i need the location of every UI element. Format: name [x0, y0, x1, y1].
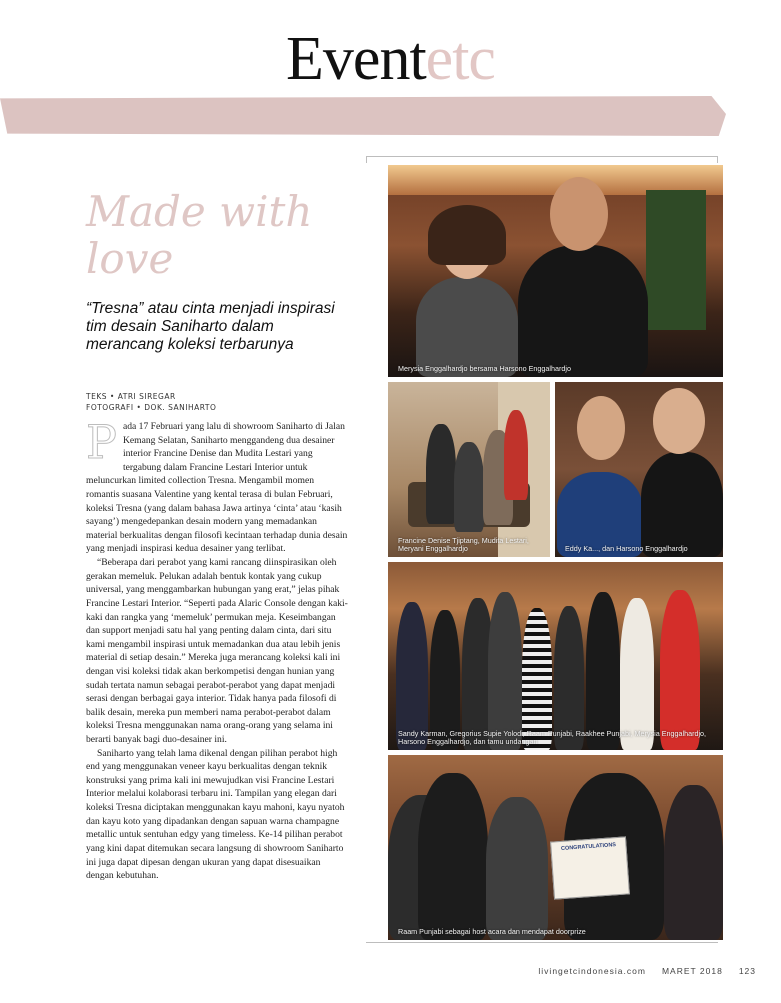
body-paragraph [86, 415, 348, 556]
text-credit: TEKS • ATRI SIREGAR [86, 392, 176, 401]
paragraph-text: ada 17 Februari yang lalu di showroom Saniharto di Jalan Kemang Selatan, Saniharto menggandeng dua desainer interior Francine Denise dan Mudita Lestari yang tergabung dalam Francine Lestari Interior untuk meluncurkan limited collection Tresna. Mengambil momen romantis suasana Valentine yang kental terasa di bulan Februari, koleksi Tresna (yang dalam bahasa Jawa artinya ‘cinta’ atau ‘kasih sayang’) mengedepankan desain modern yang memadankan material berkualitas dengan filosofi kecintaan terhadap dunia desain yang menjadi inspirasi kedua desainer yang terlibat. [86, 421, 348, 555]
magazine-masthead [0, 25, 781, 93]
decorative-band [0, 96, 726, 136]
guest-figure [586, 592, 620, 750]
photo-credit: FOTOGRAFI • DOK. SANIHARTO [86, 402, 217, 412]
photo-caption: Raam Punjabi sebagai host acara dan mendapat doorprize [398, 927, 586, 937]
body-paragraph: “Beberapa dari perabot yang kami rancang diinspirasikan oleh gerakan memeluk. Pelukan adalah bentuk kontak yang cukup universal, yang menggambarkan hubungan yang erat,” jelas pihak Francine Lestari Interior. “Seperti pada Alaric Console dengan kaki-kaki dan rangka yang ‘memeluk’ permukan meja. Keseimbangan dan support menjadi satu hal yang penting dalam cinta, dari situ kami mengambil inspirasi untuk memadankan dua atau lebih jenis material di setiap desain.” Mereka juga merancang koleksi kali ini dengan visi koleksi tidak akan berkompetisi dengan hunian yang sudah tertata namun sebagai perabot-perabot yang dapat menjadi serasi dengan berbagai gaya interior. Tidak hanya pada filosofi di balik desain, mereka pun memberi nama perabot-perabot dalam koleksi Tresna menggunakan nama orang-orang yang selama ini berarti banyak bagi duo-desainer ini. [86, 557, 348, 746]
page-footer [480, 966, 756, 976]
guest-figure [486, 797, 548, 940]
guest-figure [418, 773, 488, 940]
article-title [86, 188, 346, 282]
guest-figure [488, 592, 522, 750]
title-line: Made with [86, 187, 313, 236]
photo-doorprize [388, 755, 723, 940]
article-body [86, 415, 348, 883]
page-number: 123 [738, 966, 756, 976]
photo-caption: Merysia Enggalhardjo bersama Harsono Enggalhardjo [398, 364, 571, 374]
footer-site: livingetcindonesia.com [538, 966, 646, 976]
man-figure [518, 245, 648, 377]
masthead-event: Event [286, 25, 426, 93]
man-figure [641, 452, 723, 557]
guest-figure [426, 424, 456, 524]
guest-figure [664, 785, 723, 940]
photo-designers-sofa [388, 382, 550, 557]
woman-figure [416, 277, 518, 377]
drop-cap: P [86, 415, 117, 469]
body-paragraph: Saniharto yang telah lama dikenal dengan pilihan perabot high end yang menggunakan veneer kayu berkualitas dengan teknik konstruksi yang prima kali ini mewujudkan visi Francine Lestari Interior melalui kolaborasi terbaru ini. Tampilan yang elegan dari koleksi Tresna diciptakan menggunakan kayu mahoni, kayu nyatoh dan kayu koto yang dipadankan dengan sapuan warna champagne metallic untuk sentuhan edgy yang timeless. Ke-14 pilihan perabot yang kini dapat ditemukan secara langsung di showroom Saniharto ini juga dapat dipesan dengan ukuran yang dapat disesuaikan dengan kebutuhan. [86, 747, 345, 882]
woman-hair [428, 205, 506, 265]
guest-figure [396, 602, 428, 750]
frame-divider [366, 156, 718, 157]
photo-caption: Eddy Ka..., dan Harsono Enggalhardjo [565, 544, 688, 554]
title-line: love [86, 234, 174, 284]
article-deck: “Tresna” atau cinta menjadi inspirasi tim desain Saniharto dalam merancang koleksi terbarunya [86, 300, 335, 354]
man-head [550, 177, 608, 251]
photo-two-men [555, 382, 723, 557]
photo-group-toast [388, 562, 723, 750]
guest-figure [660, 590, 700, 750]
frame-corner [717, 156, 718, 163]
frame-divider [366, 942, 718, 943]
guest-figure [620, 598, 654, 750]
guest-figure [454, 442, 484, 532]
photo-caption: Sandy Karman, Gregorius Supie Yolodi, Raam Punjabi, Raakhee Punjabi, Merysia Enggalhardjo, Harsono Enggalhardjo, dan tamu undangan [398, 728, 707, 747]
guest-figure [504, 410, 528, 500]
man-head [653, 388, 705, 454]
man-head [577, 396, 625, 460]
masthead-etc: etc [425, 25, 495, 93]
photo-couple-speech [388, 165, 723, 377]
photo-caption: Francine Denise Tjiptang, Mudita Lestari, Meryani Enggalhardjo [398, 535, 529, 554]
certificate: CONGRATULATIONS [550, 836, 630, 899]
article-credits [86, 392, 346, 414]
plant [646, 190, 706, 330]
frame-corner [366, 156, 367, 163]
footer-issue: MARET 2018 [661, 966, 723, 976]
